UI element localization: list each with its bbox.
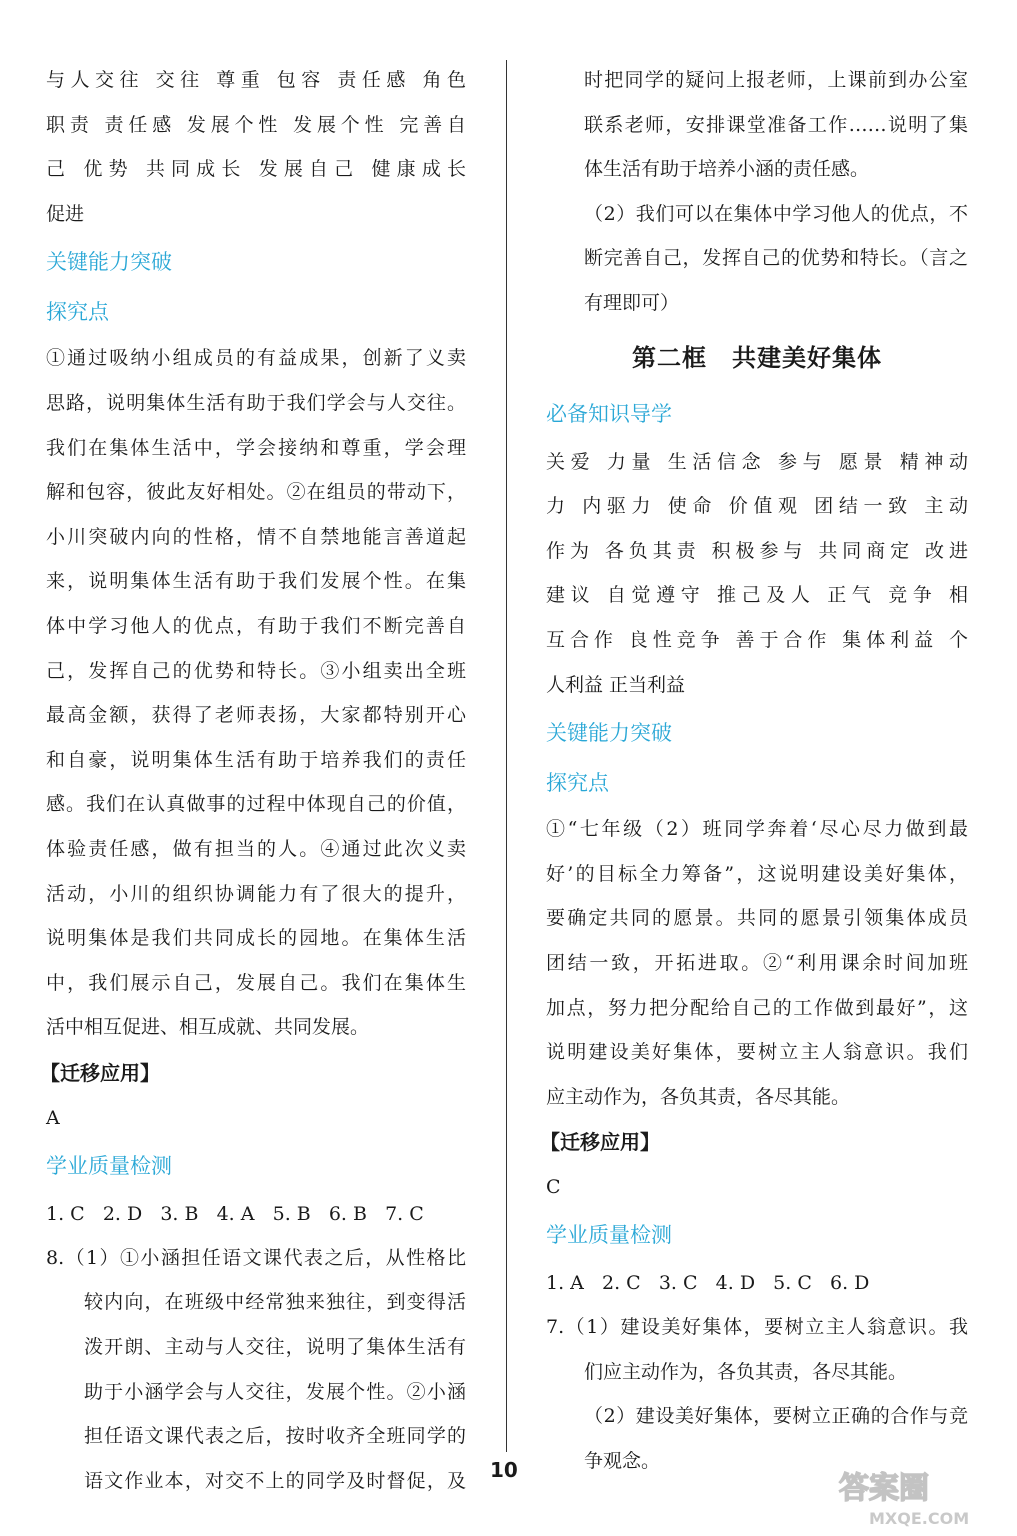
- question-8-answer: [46, 1236, 466, 1504]
- choice-answers: 1. C 2. D 3. B 4. A 5. B 6. B 7. C: [46, 1202, 424, 1225]
- text-line: 建议 自觉遵守 推己及人 正气 竞争 相: [546, 584, 968, 607]
- left-column: [40, 58, 466, 1503]
- text-line: 体中学习他人的优点，有助于我们不断完善自: [46, 614, 466, 637]
- text-line: 说明集体是我们共同成长的园地。在集体生活: [46, 927, 466, 950]
- explore-paragraph: [46, 336, 466, 1050]
- text-line: 小川突破内向的性格，情不自禁地能言善道起: [46, 525, 466, 548]
- heading-essential-knowledge: 必备知识导学: [546, 401, 672, 426]
- text-line: 己，发挥自己的优势和特长。③小组卖出全班: [46, 659, 466, 682]
- migrate-apply-label: 【迁移应用】: [40, 1060, 160, 1085]
- question-7-part-1: [546, 1305, 968, 1394]
- heading-quality-check: 学业质量检测: [46, 1153, 172, 1178]
- text-line: （2）我们可以在集体中学习他人的优点，不: [584, 202, 968, 225]
- watermark-url: MXQE.COM: [869, 1509, 970, 1528]
- text-line: ①“七年级（2）班同学奔着‘尽心尽力做到最: [546, 818, 968, 841]
- explore-paragraph: [546, 807, 968, 1119]
- text-line: 助于小涵学会与人交往，发展个性。②小涵: [84, 1380, 466, 1403]
- text-line: 活动，小川的组织协调能力有了很大的提升，: [46, 882, 466, 905]
- text-line: 争观念。: [584, 1450, 661, 1473]
- migrate-answer: C: [546, 1176, 561, 1199]
- heading-explore-point: 探究点: [46, 300, 109, 325]
- text-line: 时把同学的疑问上报老师，上课前到办公室: [584, 69, 968, 91]
- text-line: 泼开朗、主动与人交往，说明了集体生活有: [84, 1336, 466, 1359]
- text-line: 团结一致，开拓进取。②“利用课余时间加班: [546, 951, 968, 974]
- text-line: 活中相互促进、相互成就、共同发展。: [46, 1016, 370, 1039]
- text-line: 解和包容，彼此友好相处。②在组员的带动下，: [46, 481, 466, 504]
- text-line: 互合作 良性竞争 善于合作 集体利益 个: [546, 628, 968, 651]
- text-line: 们应主动作为，各负其责，各尽其能。: [584, 1360, 908, 1383]
- choice-answers: 1. A 2. C 3. C 4. D 5. C 6. D: [546, 1272, 870, 1295]
- section-title: 第二框 共建美好集体: [632, 343, 882, 372]
- text-line: 作为 各负其责 积极参与 共同商定 改进: [546, 539, 968, 562]
- text-line: 和自豪，说明集体生活有助于培养我们的责任: [46, 748, 466, 771]
- heading-key-ability: 关键能力突破: [46, 250, 172, 275]
- text-line: ①通过吸纳小组成员的有益成果，创新了义卖: [46, 347, 466, 370]
- text-line: 我们在集体生活中，学会接纳和尊重，学会理: [46, 436, 466, 459]
- text-line: 职责 责任感 发展个性 发展个性 完善自: [46, 113, 466, 136]
- migrate-answer: A: [46, 1106, 60, 1129]
- text-line: 好’的目标全力筹备”，这说明建设美好集体，: [546, 862, 968, 885]
- column-divider: [506, 60, 507, 1452]
- heading-explore-point: 探究点: [546, 771, 609, 796]
- text-line: 体生活有助于培养小涵的责任感。: [584, 158, 870, 181]
- text-line: 人利益 正当利益: [546, 673, 686, 696]
- text-line: 来，说明集体生活有助于我们发展个性。在集: [46, 570, 466, 593]
- text-line: （2）建设美好集体，要树立正确的合作与竞: [584, 1405, 968, 1428]
- text-line: 7.（1）建设美好集体，要树立主人翁意识。我: [546, 1316, 968, 1339]
- migrate-apply-label: 【迁移应用】: [540, 1130, 660, 1155]
- right-column: [540, 58, 968, 1484]
- guide-keywords: [546, 440, 968, 708]
- page-number: 10: [490, 1458, 518, 1482]
- text-line: 己 优势 共同成长 发展自己 健康成长: [46, 158, 466, 181]
- text-line: 关爱 力量 生活信念 参与 愿景 精神动: [546, 450, 968, 473]
- text-line: 感。我们在认真做事的过程中体现自己的价值，: [46, 793, 466, 816]
- heading-key-ability: 关键能力突破: [546, 721, 672, 746]
- question-8-part-2: [546, 192, 968, 326]
- text-line: 8.（1）①小涵担任语文课代表之后，从性格比: [46, 1246, 466, 1269]
- text-line: 体验责任感，做有担当的人。④通过此次义卖: [46, 837, 466, 860]
- text-line: 有理即可）: [584, 291, 680, 314]
- text-line: 加点，努力把分配给自己的工作做到最好”，这: [546, 996, 968, 1019]
- text-line: 最高金额，获得了老师表扬，大家都特别开心: [46, 704, 466, 727]
- intro-keywords: [46, 58, 466, 236]
- text-line: 力 内驱力 使命 价值观 团结一致 主动: [546, 495, 968, 518]
- text-line: 联系老师，安排课堂准备工作……说明了集: [584, 113, 968, 136]
- watermark-logo: [829, 1460, 1009, 1530]
- text-line: 思路，说明集体生活有助于我们学会与人交往。: [46, 391, 466, 414]
- heading-quality-check: 学业质量检测: [546, 1223, 672, 1248]
- question-8-continued: [546, 58, 968, 192]
- text-line: 与人交往 交往 尊重 包容 责任感 角色: [46, 69, 466, 91]
- text-line: 应主动作为，各负其责，各尽其能。: [546, 1085, 851, 1108]
- watermark-text: 答案圈: [839, 1471, 929, 1506]
- text-line: 较内向，在班级中经常独来独往，到变得活: [84, 1291, 466, 1314]
- text-line: 说明建设美好集体，要树立主人翁意识。我们: [546, 1041, 968, 1064]
- text-line: 中，我们展示自己，发展自己。我们在集体生: [46, 971, 466, 994]
- text-line: 要确定共同的愿景。共同的愿景引领集体成员: [546, 907, 968, 930]
- text-line: 担任语文课代表之后，按时收齐全班同学的: [84, 1425, 466, 1448]
- text-line: 促进: [46, 202, 85, 225]
- text-line: 语文作业本，对交不上的同学及时督促，及: [84, 1469, 466, 1492]
- text-line: 断完善自己，发挥自己的优势和特长。（言之: [584, 247, 968, 270]
